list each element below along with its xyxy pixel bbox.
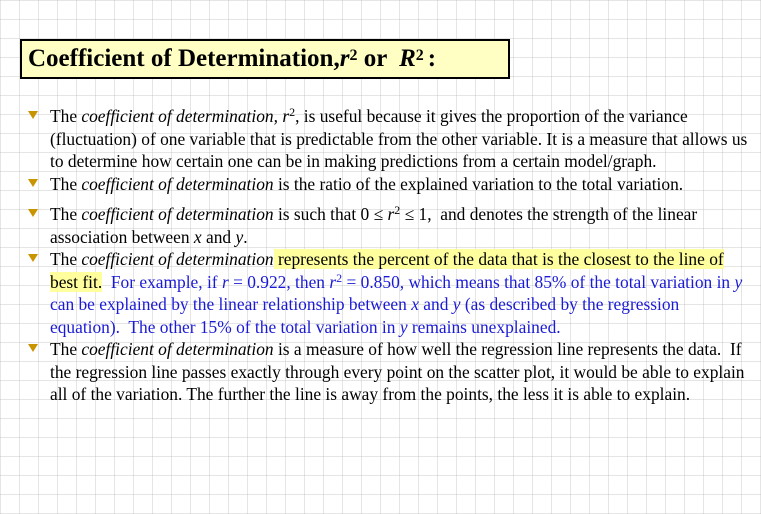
- bullet-list: [28, 105, 748, 406]
- bullet-text: The: [50, 204, 82, 224]
- bullet-arrow-icon: [28, 111, 38, 119]
- term-text: coefficient of determination,: [81, 106, 283, 126]
- list-item: [28, 173, 748, 196]
- title-colon: :: [427, 45, 437, 72]
- bullet-text: The: [50, 249, 82, 269]
- example-text: [50, 272, 742, 337]
- exponent: 2: [289, 105, 296, 119]
- list-item: [28, 203, 748, 248]
- bullet-text: is the ratio of the explained variation to the total variation.: [273, 173, 684, 194]
- bullet-arrow-icon: [28, 179, 38, 187]
- list-item: [28, 338, 748, 406]
- bullet-text: is such that 0 ≤: [273, 204, 388, 224]
- bullet-text: and: [201, 226, 236, 247]
- example-segment: = 0.850, which means that 85% of the total variation in: [342, 271, 735, 292]
- var-r: r: [221, 271, 229, 292]
- var-r: r: [282, 106, 290, 126]
- exponent: 2: [336, 270, 343, 285]
- title-R: R: [399, 45, 416, 72]
- highlighted-text: represents the percent of the data that is the closest to the line of best fit.: [50, 249, 724, 292]
- var-y: y: [399, 316, 408, 337]
- example-segment: and: [418, 294, 453, 314]
- example-segment: = 0.922, then: [228, 271, 330, 292]
- example-segment: For example, if: [102, 271, 222, 292]
- var-y: y: [452, 294, 461, 314]
- term-text: coefficient of determination: [81, 173, 274, 194]
- example-segment: remains unexplained.: [407, 316, 561, 337]
- example-segment: (as described by the regression equation). The other 15% of the total variation in: [50, 294, 684, 337]
- bullet-arrow-icon: [28, 344, 38, 352]
- bullet-text: The: [50, 173, 82, 194]
- bullet-text: , is useful because it gives the proportion of the variance (fluctuation) of one variable that is predictable from the other variable. It is a measure that allows us to determine how certain one can be in making predictions from a certain model/graph.: [50, 106, 748, 171]
- term-text: coefficient of determination: [81, 339, 274, 359]
- list-item: [28, 248, 748, 338]
- page-title: Coefficient of Determination, r $^2$ or R $^2$ :: [20, 39, 510, 79]
- var-x: x: [411, 294, 419, 314]
- exponent: 2: [394, 203, 401, 217]
- var-y: y: [734, 271, 743, 292]
- example-segment: can be explained by the linear relationship between: [50, 294, 412, 314]
- term-text: coefficient of determination: [81, 204, 274, 224]
- bullet-text: The: [50, 106, 82, 126]
- bullet-text: .: [243, 226, 248, 247]
- var-y: y: [235, 226, 244, 247]
- bullet-arrow-icon: [28, 254, 38, 262]
- var-r: r: [387, 204, 395, 224]
- title-or: or: [357, 45, 394, 72]
- title-text: Coefficient of Determination,: [28, 45, 340, 72]
- bullet-text: ≤ 1, and denotes the strength of the linear association between: [50, 204, 702, 247]
- bullet-text: is a measure of how well the regression line represents the data. If the regression line passes exactly through every point on the scatter plot, it would be able to explain all of the variation. The further the line is away from the points, the less it is able to explain.: [50, 339, 749, 404]
- var-x: x: [193, 226, 202, 247]
- list-item: [28, 105, 748, 173]
- bullet-text: The: [50, 339, 82, 359]
- title-r: r: [339, 45, 350, 72]
- term-text: coefficient of determination: [81, 249, 274, 269]
- bullet-arrow-icon: [28, 209, 38, 217]
- var-r: r: [329, 271, 337, 292]
